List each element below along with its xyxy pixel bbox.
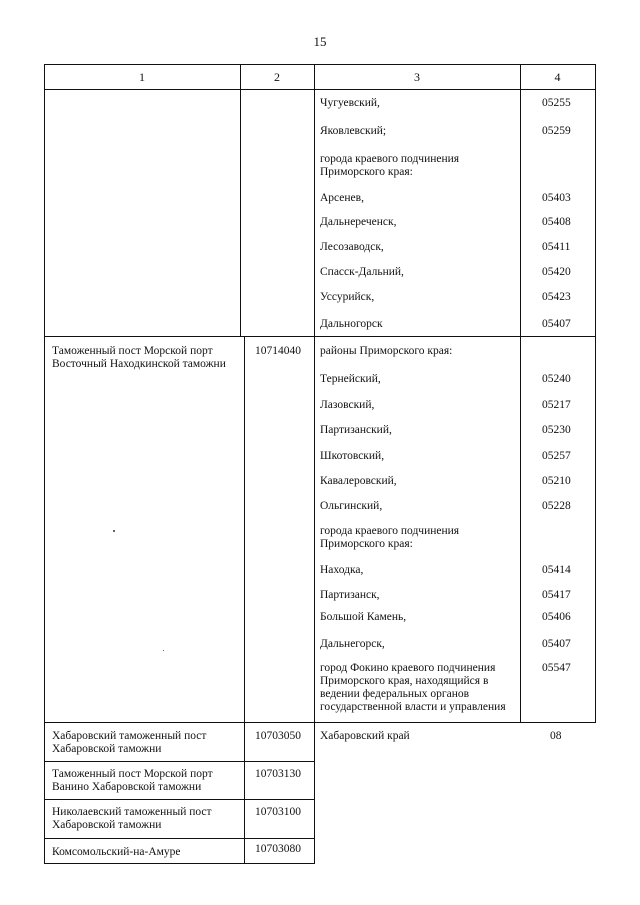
customs-post-code: 10703050 [255,730,301,742]
customs-post-code: 10703100 [255,806,301,818]
city-name: Дальнереченск, [320,216,397,228]
district-code: 05257 [542,450,571,462]
district-code: 05259 [542,125,571,137]
city-name: Уссурийск, [320,291,375,303]
city-name: Партизанск, [320,589,380,601]
city-name: Спасск-Дальний, [320,266,404,278]
group-heading: города краевого подчинения Приморского края: [320,153,460,178]
city-code: 05406 [542,611,571,623]
city-name: Арсенев, [320,192,364,204]
column-header-3: 3 [414,70,420,84]
group-heading: города краевого подчинения Приморского края: [320,525,460,550]
city-code: 05403 [542,192,571,204]
region-code: 08 [550,730,562,742]
customs-post-name: Николаевский таможенный пост Хабаровской таможни [52,806,212,831]
district-code: 05217 [542,399,571,411]
customs-post-name: Хабаровский таможенный пост Хабаровской таможни [52,730,207,755]
page-number: 15 [313,34,327,49]
city-code: 05420 [542,266,571,278]
scan-speck [113,530,115,532]
customs-post-code: 10703130 [255,768,301,780]
region-name: Хабаровский край [320,730,410,742]
city-name: Дальнегорск, [320,638,385,650]
group-heading: районы Приморского края: [320,345,453,357]
scan-speck [163,650,164,651]
district-code: 05228 [542,500,571,512]
district-name: Яковлевский; [320,125,387,137]
customs-post-name: Комсомольский-на-Амуре [52,846,181,858]
city-name: Находка, [320,564,364,576]
city-code: 05411 [542,241,571,253]
district-name: Партизанский, [320,424,392,436]
district-name: Шкотовский, [320,450,385,462]
district-code: 05210 [542,475,571,487]
district-name: Ольгинский, [320,500,383,512]
district-code: 05255 [542,97,571,109]
city-code: 05407 [542,318,571,330]
district-name: Тернейский, [320,373,381,385]
customs-post-name: Таможенный пост Морской порт Восточный Находкинской таможни [52,345,226,370]
city-code: 05423 [542,291,571,303]
city-name: Лесозаводск, [320,241,384,253]
column-header-4: 4 [554,70,561,84]
customs-post-name: Таможенный пост Морской порт Ванино Хабаровской таможни [52,768,213,793]
district-name: Лазовский, [320,399,375,411]
district-name: Кавалеровский, [320,475,397,487]
district-code: 05230 [542,424,571,436]
city-code: 05547 [542,662,571,674]
city-name: Дальногорск [320,318,383,330]
city-name: Большой Камень, [320,611,407,623]
district-name: Чугуевский, [320,97,380,109]
city-code: 05417 [542,589,571,601]
district-code: 05240 [542,373,571,385]
column-header-2: 2 [274,70,280,84]
city-code: 05407 [542,638,571,650]
city-code: 05414 [542,564,571,576]
customs-post-code: 10714040 [255,345,301,357]
customs-post-code: 10703080 [255,843,301,855]
city-name: город Фокино краевого подчинения Приморского края, находящийся в ведении федеральных органов государственной власти и управления [320,662,506,713]
column-header-1: 1 [139,70,145,84]
city-code: 05408 [542,216,571,228]
